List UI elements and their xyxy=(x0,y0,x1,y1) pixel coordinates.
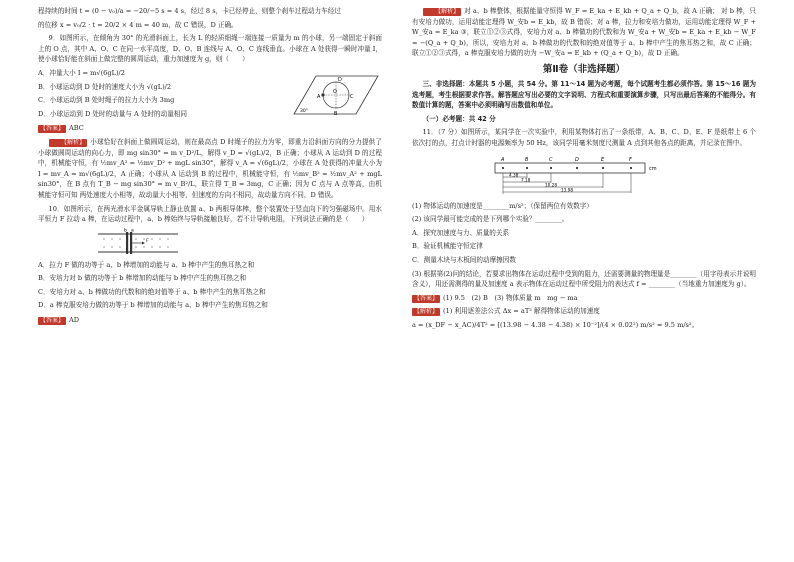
q9-answer-value: ABC xyxy=(69,124,84,133)
answer-tag: 【答案】 xyxy=(40,317,65,325)
question-11-stem: 11．（7 分）如图所示，某同学在一次实验中，利用某物体打出了一条纸带，A、B、C、D、E、F 是纸带上 6 个依次打的点，打点计时器的电源频率为 50 Hz，该同学用毫米刻度尺测量 A 点到其他各点的距离，并记录在图中。 xyxy=(412,128,756,147)
q10-answer xyxy=(38,315,382,326)
q11-choice-c: C．测量木块与木板间的动摩擦因数 xyxy=(412,255,516,264)
analysis-tag: 【解析】 xyxy=(423,8,462,16)
question-9-figure xyxy=(290,68,382,120)
tape-point-b: B xyxy=(525,156,529,163)
fig9-label-a: A xyxy=(317,93,321,100)
right-column xyxy=(412,6,756,333)
tape-point-f: F xyxy=(629,156,632,163)
q9-option-c: C．小球运动到 B 处时绳子的拉力大小为 3mg xyxy=(38,96,175,105)
intro-line-2: 的位移 x = v₀/2 · t = 20/2 × 4 m = 40 m，故 C 错误，D 正确。 xyxy=(38,20,238,29)
tape-distance-af: 13.98 xyxy=(561,187,573,193)
question-10-options xyxy=(38,260,382,311)
fig10-label-a: a xyxy=(131,228,134,234)
q11-part-3: (3) 根据第(2)问的结论，若要求出物体在运动过程中受到的阻力，还需要测量的物理量是________（用字母表示并说明含义），用还需测得的量及加速度 a 表示物体在运动过程中所受阻力的表达式 f = ________（当地重力加速度为 g）。 xyxy=(412,269,756,289)
tape-point-e: E xyxy=(601,156,605,163)
q11-analysis xyxy=(412,306,756,317)
fig10-label-b: b xyxy=(124,228,127,234)
fig9-label-o: O xyxy=(333,88,337,95)
q10-answer-value: AD xyxy=(69,316,80,325)
tape-distance-ab: 4.38 xyxy=(509,172,519,178)
intro-line-1: 程持续的时间 t = (0 − v₀)/a = −20/−5 s = 4 s，经过 8 s，卡已经停止，则整个刹车过程动力车经过 xyxy=(38,7,341,15)
fig9-angle-label: 30° xyxy=(300,108,308,114)
q10-analysis xyxy=(412,6,756,59)
fig9-label-d: D xyxy=(338,76,342,83)
q9-analysis-6: 两处速度大小相等，故动量大小相等，但速度的方向不相同，故动量方向不同，D 错误。 xyxy=(79,190,338,199)
q11-part-2: (2) 该同学最可能完成的是下列哪个实验？________。 xyxy=(412,215,569,224)
part-2-title: 第Ⅱ卷（非选择题） xyxy=(542,63,626,75)
q9-option-d: D．小球运动到 D 处时的动量与 A 处时的动量相同 xyxy=(38,109,187,118)
tape-distance-ac: 7.18 xyxy=(521,177,531,183)
left-column xyxy=(38,6,382,329)
q10-option-b: B．安培力对 b 做的功等于 b 棒增加的动能与 b 棒中产生的焦耳热之和 xyxy=(38,274,247,283)
q9-answer xyxy=(38,123,382,134)
q11-formula: a = (x_DF − x_AC)/4T² = [(13.98 − 4.38 − 4.38) × 10⁻²]/(4 × 0.02²) m/s² ≈ 9.5 m/s²。 xyxy=(412,320,699,329)
q9-analysis-3: ½mv_A² = ½mv_D² + mgL sin30°，解得 v_A = √(6gL)/2，小球在 A 处获得的冲量大小为 I = mv_A = m√(6gL)/2，A xyxy=(38,159,382,178)
analysis-tag: 【解析】 xyxy=(49,139,88,147)
q11-analysis-text: (1) 利用逐差法公式 Δx = aT² 解得物体运动的加速度 xyxy=(443,307,600,316)
q11-answer-value: (1) 9.5 (2) B (3) 物体质量 m mg − ma xyxy=(443,293,578,302)
q9-analysis-1: 小球恰好在斜面上做圆周运动，则在最高点 D 时绳子的拉力为零，即重力沿斜面方向的分力提供了小球做圆周运动的向心力，即 xyxy=(38,137,382,157)
tape-point-d: D xyxy=(575,156,579,163)
tape-unit: cm xyxy=(649,165,657,172)
fig9-label-b: B xyxy=(334,110,338,117)
paper-tape-figure xyxy=(412,153,756,195)
tape-point-c: C xyxy=(549,156,553,163)
q10-option-d: D．a 棒克服安培力做的功等于 b 棒增加的动能与 a、b 棒中产生的焦耳热之和 xyxy=(38,301,268,310)
fig9-label-c: C xyxy=(350,93,354,100)
question-11-parts xyxy=(412,201,756,290)
q10-option-c: C．安培力对 a、b 棒做功的代数和的绝对值等于 a、b 棒中产生的焦耳热之和 xyxy=(38,287,266,296)
q9-analysis-5: T_B − mg sin30° = m v_B²/L，联立得 T_B = 3mg，C 正确；因为 C 点与 A 点等高，由机械能守恒可知 xyxy=(38,180,382,199)
part-2-instructions: 三、非选择题：本题共 5 小题，共 54 分。第 11～14 题为必考题，每个试题考生都必须作答。第 15～16 题为选考题，考生根据要求作答。解答题应写出必要的文字说明、方程式和重要演算步骤，只写出最后答案的不能得分。有数值计算的题，答案中必须明确写出数值和单位。 xyxy=(412,79,756,110)
q10-option-a: A．拉力 F 做的功等于 a、b 棒增加的动能与 a、b 棒中产生的焦耳热之和 xyxy=(38,260,255,269)
answer-tag: 【答案】 xyxy=(414,294,439,302)
q11-answer xyxy=(412,293,756,304)
q11-choice-a: A．探究加速度与力、质量的关系 xyxy=(412,228,510,237)
required-section-title: （一）必考题：共 42 分 xyxy=(422,114,496,123)
question-10-figure xyxy=(96,228,180,258)
q9-option-b: B．小球运动到 D 处时的速度大小为 √(gL)/2 xyxy=(38,82,172,91)
q9-analysis-2: mg sin30° = m v_D²/L，解得 v_D = √(gL)/2，B 正确；小球从 A 运动到 D 的过程中，机械能守恒，有 xyxy=(38,148,382,168)
q10-analysis-1: 对 a、b 棒整体，根据能量守恒得 W_F = E_ka + E_kb + Q_a + Q_b，故 A 正确； xyxy=(464,7,719,15)
analysis-tag: 【解析】 xyxy=(414,308,439,316)
tape-distance-ae: 10.28 xyxy=(545,182,557,188)
fig10-label-f: F xyxy=(146,238,149,244)
q9-analysis-4: 正确；小球从 A 运动到 B 的过程中，机械能守恒，有 ½mv_B² = ½mv_A² + mgL sin30°，在 B 点有 xyxy=(38,169,382,189)
q11-part-1: (1) 物体运动的加速度是________m/s²；（保留两位有效数字） xyxy=(412,201,593,210)
paper-tape-svg xyxy=(489,153,679,195)
q10-analysis-2: 对 b 棒，只有安培力做功，运用动能定理得 W_安b = E_kb，故 B 错误；对 a 棒，拉力和安培力做功，运用动能定理得 W_F + W_安a = E_ka ③，联立①②③式得，安培力对 a、b 棒做功的代数和为 W_安a + W_安b = E_ka + E_kb − W_F = −(Q_a + Q_b)，所以，安培力对 a、b 棒做功的代数和的绝对值等于 a、b 棒中产生的焦耳热之和，故 C 正确；联立①②③式得，a 棒克服安培力做的功为 −W_安a = E_kb + (Q_a + Q_b)，故 D 正确。 xyxy=(412,7,756,58)
q9-option-a: A．冲量大小 I = m√(6gL)/2 xyxy=(38,68,125,77)
question-10-stem: 10．如图所示，在两光滑水平金属导轨上静止放置 a、b 两根导体棒，整个装置处于竖直向下的匀强磁场中。用水平恒力 F 拉动 a 棒，在运动过程中，a、b 棒始终与导轨接触良好，若不计导轨电阻，下列说法正确的是（ ） xyxy=(38,204,382,224)
question-9-stem: 9．如图所示，在倾角为 30° 的光滑斜面上，长为 L 的轻质细绳一端连接一质量为 m 的小球，另一端固定于斜面上的 O 点，其中 A、O、C 在同一水平高度，D、O、B 连线与 A、O、C 连线垂直。小球在 A 处获得一瞬时冲量 I，使小球恰好能在斜面上做完整的圆周运动，重力加速度为 g，则（ ） xyxy=(38,34,382,64)
q9-analysis xyxy=(38,137,382,201)
answer-tag: 【答案】 xyxy=(40,125,65,133)
tape-point-a: A xyxy=(501,156,505,163)
q11-choice-b: B．验证机械能守恒定律 xyxy=(412,242,483,251)
